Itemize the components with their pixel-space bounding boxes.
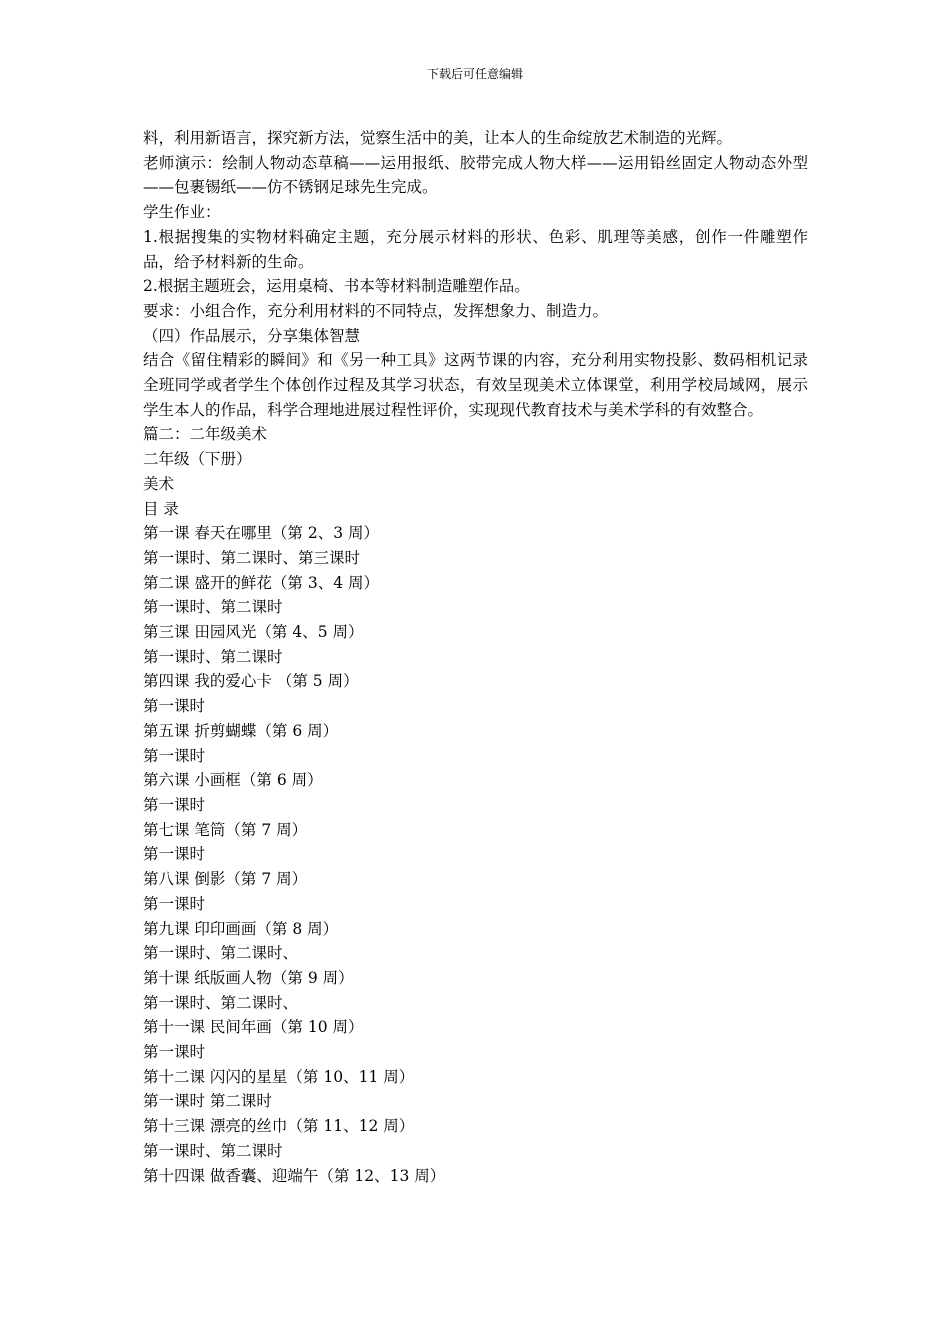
page-header: 下载后可任意编辑 (426, 67, 523, 81)
paragraph: 二年级（下册） (143, 450, 252, 469)
toc-lesson: 第三课 田园风光（第 4、5 周） (143, 623, 364, 642)
paragraph: 2.根据主题班会，运用桌椅、书本等材料制造雕塑作品。 (143, 277, 530, 296)
toc-periods: 第一课时、第二课时、 (143, 993, 299, 1012)
paragraph: 1.根据搜集的实物材料确定主题，充分展示材料的形状、色彩、肌理等美感，创作一件雕塑作品，给予材料新的生命。 (143, 227, 808, 271)
toc-title: 目 录 (143, 499, 179, 518)
toc-lesson: 第一课 春天在哪里（第 2、3 周） (143, 524, 380, 543)
toc-periods: 第一课时 (143, 746, 206, 765)
toc-periods: 第一课时 (143, 1043, 206, 1062)
toc-lesson: 第五课 折剪蝴蝶（第 6 周） (143, 721, 339, 740)
toc-lesson: 第十三课 漂亮的丝巾（第 11、12 周） (143, 1117, 415, 1136)
paragraph: 老师演示：绘制人物动态草稿——运用报纸、胶带完成人物大样——运用铅丝固定人物动态外型——包裹锡纸——仿不锈钢足球先生完成。 (143, 153, 808, 197)
toc-lesson: 第二课 盛开的鲜花（第 3、4 周） (143, 573, 380, 592)
toc-lesson: 第六课 小画框（第 6 周） (143, 771, 323, 790)
toc-lesson: 第七课 笔筒（第 7 周） (143, 820, 308, 839)
document-body (143, 126, 808, 1188)
toc-periods: 第一课时、第二课时 (143, 598, 283, 617)
toc-periods: 第一课时、第二课时 (143, 647, 283, 666)
section-heading: 篇二：二年级美术 (143, 425, 268, 444)
paragraph: 结合《留住精彩的瞬间》和《另一种工具》这两节课的内容，充分利用实物投影、数码相机记录全班同学或者学生个体创作过程及其学习状态，有效呈现美术立体课堂，利用学校局域网，展示学生本人的作品，科学合理地进展过程性评价，实现现代教育技术与美术学科的有效整合。 (143, 351, 808, 419)
toc-lesson: 第十课 纸版画人物（第 9 周） (143, 968, 354, 987)
toc-periods: 第一课时 (143, 795, 206, 814)
toc-periods: 第一课时 (143, 697, 206, 716)
toc-periods: 第一课时、第二课时 (143, 1141, 283, 1160)
toc-periods: 第一课时 第二课时 (143, 1092, 272, 1111)
toc-periods: 第一课时、第二课时、第三课时 (143, 548, 361, 567)
paragraph: （四）作品展示，分享集体智慧 (143, 326, 361, 345)
toc-periods: 第一课时、第二课时、 (143, 944, 299, 963)
toc-lesson: 第九课 印印画画（第 8 周） (143, 919, 339, 938)
toc-lesson: 第十四课 做香囊、迎端午（第 12、13 周） (143, 1166, 446, 1185)
paragraph: 美术 (143, 474, 175, 493)
toc-lesson: 第四课 我的爱心卡 （第 5 周） (143, 672, 359, 691)
toc-lesson: 第八课 倒影（第 7 周） (143, 870, 308, 889)
toc-lesson: 第十一课 民间年画（第 10 周） (143, 1018, 364, 1037)
toc-lesson: 第十二课 闪闪的星星（第 10、11 周） (143, 1067, 415, 1086)
paragraph: 要求：小组合作，充分利用材料的不同特点，发挥想象力、制造力。 (143, 301, 609, 320)
toc-periods: 第一课时 (143, 845, 206, 864)
toc-periods: 第一课时 (143, 894, 206, 913)
paragraph: 学生作业： (143, 203, 221, 222)
paragraph: 料，利用新语言，探究新方法，觉察生活中的美，让本人的生命绽放艺术制造的光辉。 (143, 129, 733, 147)
